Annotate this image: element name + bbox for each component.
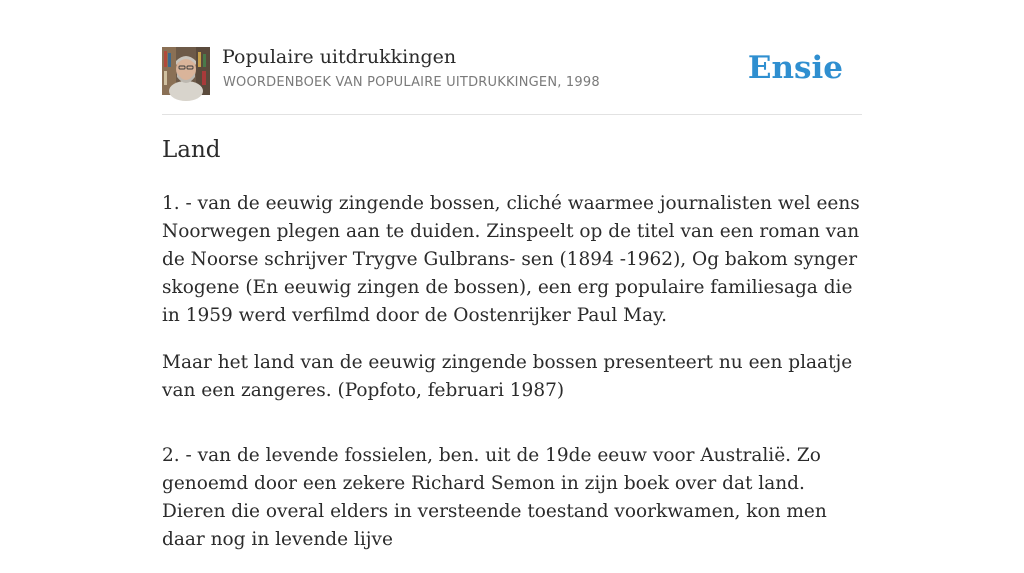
- source-header: [162, 46, 862, 115]
- entry-paragraph: Maar het land van de eeuwig zingende bossen presenteert nu een plaatje van een zangeres. (Popfoto, februari 1987): [162, 352, 853, 401]
- source-title[interactable]: Populaire uitdrukkingen: [222, 46, 457, 68]
- entry-paragraph: 1. - van de eeuwig zingende bossen, cliché waarmee journalisten wel eens Noorwegen plegen aan te duiden. Zinspeelt op de titel van een roman van de Noorse schrijver Trygve Gulbrans- sen (1894 -1962), Og bakom synger skogene (En eeuwig zingen de bossen), een erg populaire familiesaga die in 1959 werd verfilmd door de Oostenrijker Paul May.: [162, 193, 860, 326]
- entry-title: Land: [162, 137, 221, 163]
- author-portrait-icon: [162, 47, 210, 95]
- entry-paragraph: 2. - van de levende fossielen, ben. uit de 19de eeuw voor Australië. Zo genoemd door een zekere Richard Semon in zijn boek over dat land. Dieren die overal elders in versteende toestand voorkwamen, kon men daar nog in levende lijve: [162, 445, 827, 550]
- author-avatar: [162, 47, 210, 95]
- source-subtitle[interactable]: WOORDENBOEK VAN POPULAIRE UITDRUKKINGEN, 1998: [223, 75, 600, 90]
- ensie-logo-link[interactable]: Ensie: [747, 50, 843, 86]
- entry-body: [162, 190, 862, 573]
